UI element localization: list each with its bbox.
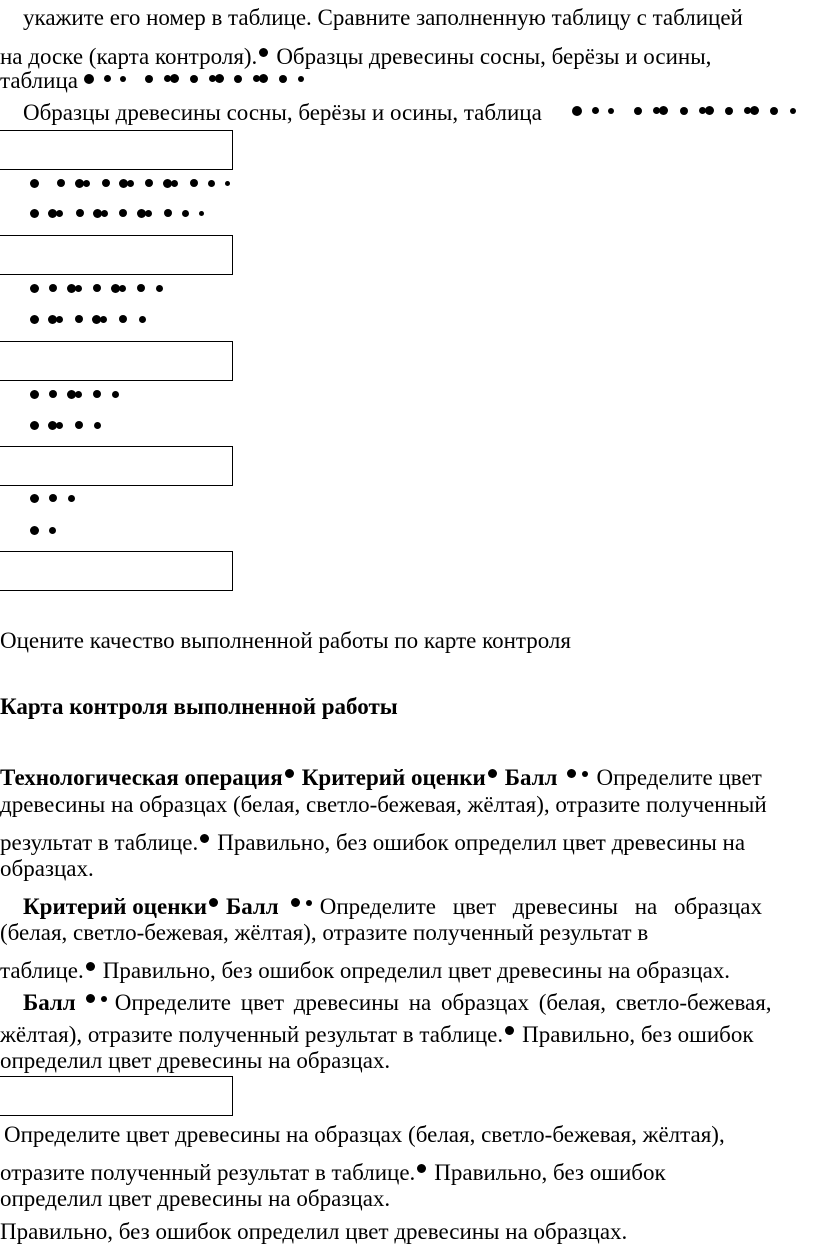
dot-mark <box>770 107 778 115</box>
p4-line-2 <box>0 1155 666 1184</box>
bullet-dot <box>200 834 209 843</box>
p1-heading-score: Балл <box>504 764 558 790</box>
p2-line-1 <box>23 889 814 918</box>
dot-mark <box>182 210 189 217</box>
dot-mark <box>171 180 178 187</box>
p4-line-3: определил цвет древесины на образцах. <box>0 1186 391 1211</box>
p2-text-1: Определите цвет древесины на образцах <box>319 893 763 919</box>
dot-mark <box>75 421 83 429</box>
bullet-dot <box>259 48 268 57</box>
dot-mark <box>705 106 714 115</box>
bullet-glyph <box>291 889 318 912</box>
dot-mark <box>94 422 101 429</box>
intro-line-1: укажите его номер в таблице. Сравните заполненную таблицу с таблицей <box>23 5 743 30</box>
answer-box-3[interactable] <box>0 341 233 381</box>
dot-mark <box>608 108 614 114</box>
p3-text-2b: Правильно, без ошибок <box>522 1021 754 1047</box>
bullet-dot <box>291 898 300 907</box>
bullet-glyph <box>417 1155 432 1178</box>
dot-mark <box>790 108 796 114</box>
dot-mark <box>30 179 39 188</box>
dot-mark <box>259 74 268 83</box>
p2-text-3b: Правильно, без ошибок определил цвет древесины на образцах. <box>102 957 731 983</box>
dot-mark <box>215 74 224 83</box>
bullet-dot <box>101 996 107 1002</box>
dot-mark <box>592 107 599 114</box>
p1-text-3b: Правильно, без ошибок определил цвет древесины на <box>217 829 746 855</box>
bullet-dot <box>417 1164 426 1173</box>
dot-mark <box>279 75 287 83</box>
dot-row-5 <box>30 283 180 297</box>
intro-line-2b-text: Образцы древесины сосны, берёзы и осины, <box>276 43 712 69</box>
p2-line-3 <box>0 953 730 982</box>
dot-mark <box>234 75 242 83</box>
p1-heading-criterion: Критерий оценки <box>301 764 486 790</box>
dot-mark <box>83 180 90 187</box>
dot-mark <box>680 107 688 115</box>
dot-row-4 <box>30 208 210 222</box>
dot-mark <box>75 285 82 292</box>
dot-row-3 <box>30 178 230 192</box>
bullet-glyph <box>285 760 300 783</box>
dot-mark <box>225 181 230 186</box>
dot-row-9 <box>30 493 80 507</box>
dot-mark <box>137 284 145 292</box>
p1-line-2: древесины на образцах (белая, светло-бежевая, жёлтая), отразите полученный <box>0 792 767 817</box>
bullet-dot <box>505 1026 514 1035</box>
dot-mark <box>100 316 107 323</box>
dot-mark <box>57 179 65 187</box>
dot-row-2 <box>572 105 812 119</box>
bullet-glyph <box>505 1017 520 1040</box>
answer-box-6[interactable] <box>0 1076 233 1116</box>
bullet-dot <box>209 898 218 907</box>
p3-text-2a: жёлтая), отразите полученный результат в таблице. <box>0 1021 504 1047</box>
bullet-glyph <box>86 985 113 1008</box>
bullet-dot <box>86 994 95 1003</box>
dot-mark <box>49 390 57 398</box>
dot-row-7 <box>30 389 130 403</box>
bullet-glyph <box>488 760 503 783</box>
p3-line-3: определил цвет древесины на образцах. <box>0 1048 391 1073</box>
bullet-glyph <box>567 760 594 783</box>
intro-line-4-text: Образцы древесины сосны, берёзы и осины, таблица <box>23 100 542 125</box>
dot-mark <box>208 180 215 187</box>
bullet-dot <box>488 769 497 778</box>
dot-mark <box>30 526 39 535</box>
dot-mark <box>75 391 82 398</box>
dot-mark <box>56 210 63 217</box>
p1-text-3a: результат в таблице. <box>0 829 199 855</box>
dot-mark <box>145 75 153 83</box>
dot-mark <box>145 179 153 187</box>
dot-mark <box>102 179 110 187</box>
p3-text-1: Определите цвет древесины на образцах (белая, светло-бежевая, <box>114 989 772 1015</box>
dot-mark <box>120 76 126 82</box>
p3-line-1 <box>23 985 772 1014</box>
dot-mark <box>30 284 39 293</box>
dot-mark <box>101 210 108 217</box>
dot-mark <box>56 316 63 323</box>
bullet-glyph <box>86 953 101 976</box>
dot-mark <box>156 285 163 292</box>
dot-mark <box>725 107 733 115</box>
intro-line-3 <box>0 69 78 92</box>
dot-mark <box>190 75 198 83</box>
dot-mark <box>145 210 152 217</box>
dot-mark <box>84 74 94 84</box>
bullet-dot <box>567 769 576 778</box>
dot-row-6 <box>30 314 160 328</box>
bullet-glyph <box>259 39 274 62</box>
p2-line-2: (белая, светло-бежевая, жёлтая), отразите полученный результат в <box>0 920 649 945</box>
dot-mark <box>634 107 642 115</box>
intro-line-3-text: таблица <box>0 68 78 93</box>
dot-mark <box>659 106 668 115</box>
dot-mark <box>119 209 127 217</box>
dot-mark <box>572 106 582 116</box>
dot-mark <box>30 421 39 430</box>
dot-mark <box>30 494 39 503</box>
p1-line-3 <box>0 825 745 854</box>
p3-line-2 <box>0 1017 754 1046</box>
answer-box-2[interactable] <box>0 235 233 275</box>
intro-line-2 <box>0 39 711 68</box>
dot-mark <box>119 315 127 323</box>
dot-mark <box>164 209 172 217</box>
p1-line-4: образцах. <box>0 856 94 881</box>
dot-mark <box>298 76 304 82</box>
dot-mark <box>30 315 39 324</box>
dot-mark <box>190 179 198 187</box>
dot-mark <box>75 315 83 323</box>
dot-mark <box>76 209 84 217</box>
dot-mark <box>750 106 759 115</box>
bullet-dot <box>306 900 312 906</box>
p2-heading-criterion: Критерий оценки <box>23 893 207 919</box>
dot-mark <box>68 495 75 502</box>
dot-row-8 <box>30 420 110 434</box>
answer-box-5[interactable] <box>0 551 233 591</box>
p2-heading-score: Балл <box>226 893 279 919</box>
dot-mark <box>30 390 39 399</box>
bullet-dot <box>582 771 588 777</box>
bullet-glyph <box>200 825 215 848</box>
dot-mark <box>104 75 111 82</box>
dot-mark <box>139 316 146 323</box>
dot-mark <box>49 494 57 502</box>
dot-mark <box>56 422 63 429</box>
dot-mark <box>127 180 134 187</box>
p2-text-3a: таблице. <box>0 957 84 983</box>
answer-box-1[interactable] <box>0 130 233 170</box>
p4-text-2a: отразите полученный результат в таблице. <box>0 1159 416 1185</box>
answer-box-4[interactable] <box>0 446 233 486</box>
dot-mark <box>93 284 101 292</box>
dot-mark <box>49 527 56 534</box>
dot-row-1 <box>84 73 324 87</box>
intro-line-2-text: на доске (карта контроля). <box>0 43 258 69</box>
p1-line-1 <box>0 760 762 789</box>
dot-mark <box>199 211 204 216</box>
p1-heading-operation: Технологическая операция <box>0 764 283 790</box>
p4-text-2b: Правильно, без ошибок <box>434 1159 666 1185</box>
dot-mark <box>112 391 119 398</box>
dot-mark <box>93 390 101 398</box>
dot-mark <box>170 74 179 83</box>
p1-text-1: Определите цвет <box>596 764 762 790</box>
dot-row-10 <box>30 525 60 539</box>
control-card-heading: Карта контроля выполненной работы <box>0 694 398 719</box>
final-line: Правильно, без ошибок определил цвет древесины на образцах. <box>0 1219 628 1244</box>
intro-line-4 <box>23 101 542 124</box>
bullet-glyph <box>209 889 224 912</box>
p3-heading-score: Балл <box>23 989 76 1015</box>
bullet-dot <box>86 962 95 971</box>
dot-mark <box>30 209 39 218</box>
dot-mark <box>119 285 126 292</box>
p4-line-1: Определите цвет древесины на образцах (белая, светло-бежевая, жёлтая), <box>4 1122 725 1147</box>
prompt-text: Оцените качество выполненной работы по карте контроля <box>0 628 571 653</box>
dot-mark <box>49 284 57 292</box>
bullet-dot <box>285 769 294 778</box>
